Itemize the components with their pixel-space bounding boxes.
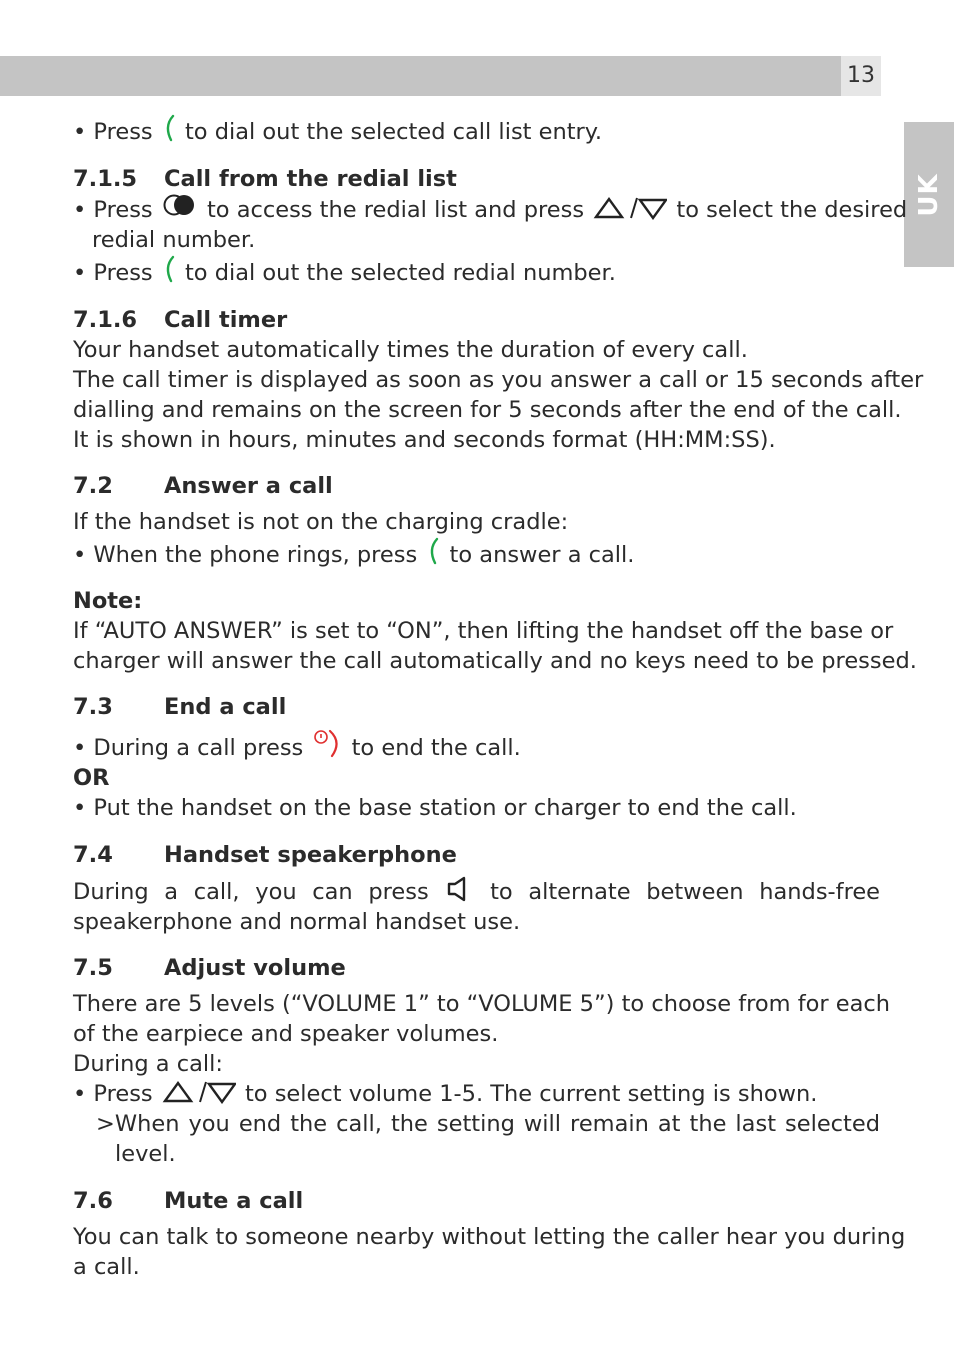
redial-bullet-1: • Press to access the redial list and press to select the desired [73,194,880,225]
call-timer-text: Your handset automatically times the duration of every call. [73,337,748,363]
section-heading-7-1-6: 7.1.6 Call timer [73,307,288,333]
or-label: OR [73,765,110,791]
section-heading-7-5: 7.5 Adjust volume [73,955,346,981]
volume-text: of the earpiece and speaker volumes. [73,1021,499,1047]
volume-subnote: >When you end the call, the setting will remain at the last selected [96,1111,880,1137]
call-key-icon [162,255,176,283]
intro-bullet: • Press to dial out the selected call list entry. [73,114,880,147]
language-tab [904,122,954,267]
call-timer-text: dialling and remains on the screen for 5 seconds after the end of the call. [73,397,902,423]
redial-bullet-2: • Press to dial out the selected redial number. [73,255,880,288]
page-number: 13 [841,56,881,96]
mute-text: You can talk to someone nearby without letting the caller hear you during [73,1224,906,1250]
answer-bullet: • When the phone rings, press to answer a call. [73,537,880,570]
answer-text: If the handset is not on the charging cradle: [73,509,569,535]
language-tab-label: UK [914,172,944,217]
end-call-key-icon [312,728,342,758]
volume-text: There are 5 levels (“VOLUME 1” to “VOLUME 5”) to choose from for each [73,991,891,1017]
redial-bullet-1-cont: redial number. [92,227,256,253]
note-text: If “AUTO ANSWER” is set to “ON”, then lifting the handset off the base or [73,618,894,644]
end-call-bullet: • During a call press to end the call. [73,728,880,763]
manual-content [73,114,924,1282]
speakerphone-text: speakerphone and normal handset use. [73,909,521,935]
section-heading-7-6: 7.6 Mute a call [73,1188,304,1214]
section-heading-7-3: 7.3 End a call [73,694,287,720]
call-key-icon [162,114,176,142]
end-call-bullet-2: • Put the handset on the base station or charger to end the call. [73,795,797,821]
redial-key-icon [162,194,198,220]
speaker-key-icon [446,876,472,902]
note-heading: Note: [73,588,143,614]
volume-bullet: • Press to select volume 1-5. The current setting is shown. [73,1081,818,1107]
up-down-arrow-icon [593,196,667,220]
call-timer-text: It is shown in hours, minutes and seconds format (HH:MM:SS). [73,427,776,453]
call-key-icon [426,537,440,565]
up-down-arrow-icon [162,1080,236,1104]
section-heading-7-4: 7.4 Handset speakerphone [73,842,457,868]
volume-subnote-cont: level. [115,1141,176,1167]
volume-text: During a call: [73,1051,223,1077]
speakerphone-text: During a call, you can press to alternate between hands-free [73,876,880,907]
note-text: charger will answer the call automatically and no keys need to be pressed. [73,648,917,674]
section-heading-7-1-5: 7.1.5 Call from the redial list [73,166,457,192]
header-bar [0,56,841,96]
call-timer-text: The call timer is displayed as soon as you answer a call or 15 seconds after [73,367,924,393]
mute-text: a call. [73,1254,140,1280]
section-heading-7-2: 7.2 Answer a call [73,473,333,499]
